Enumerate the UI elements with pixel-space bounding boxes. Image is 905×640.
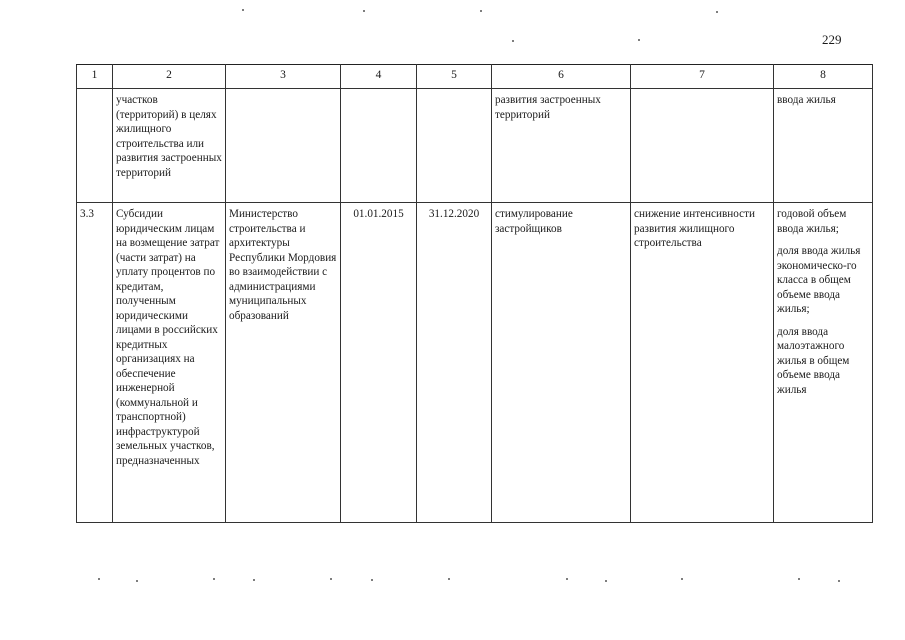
header-col-8: 8 bbox=[774, 65, 873, 89]
header-col-5: 5 bbox=[417, 65, 492, 89]
cell-consequence: снижение интенсивности развития жилищного строительства bbox=[631, 203, 774, 523]
program-table bbox=[76, 64, 873, 523]
header-col-1: 1 bbox=[77, 65, 113, 89]
cell-executor bbox=[226, 89, 341, 203]
cell-indicators: ввода жилья bbox=[774, 89, 873, 203]
cell-executor: Министерство строительства и архитектуры Республики Мордовия во взаимодействии с администрациями муниципальных образований bbox=[226, 203, 341, 523]
cell-end-date bbox=[417, 89, 492, 203]
indicator-item: годовой объем ввода жилья; bbox=[777, 208, 847, 235]
table-row-continued bbox=[77, 89, 873, 203]
header-col-7: 7 bbox=[631, 65, 774, 89]
cell-start-date: 01.01.2015 bbox=[341, 203, 417, 523]
cell-end-date: 31.12.2020 bbox=[417, 203, 492, 523]
indicator-item: доля ввода жилья экономическо-го класса в общем объеме ввода жилья; bbox=[777, 245, 861, 315]
header-col-4: 4 bbox=[341, 65, 417, 89]
header-col-2: 2 bbox=[113, 65, 226, 89]
table-row-3-3 bbox=[77, 203, 873, 523]
cell-start-date bbox=[341, 89, 417, 203]
cell-name: участков (территорий) в целях жилищного строительства или развития застроенных территорий bbox=[113, 89, 226, 203]
header-col-3: 3 bbox=[226, 65, 341, 89]
table-header-row bbox=[77, 65, 873, 89]
header-col-6: 6 bbox=[492, 65, 631, 89]
cell-consequence bbox=[631, 89, 774, 203]
cell-name: Субсидии юридическим лицам на возмещение затрат (части затрат) на уплату процентов по кредитам, полученным юридическими лицами в российских кредитных организациях на обеспечение инженерной (коммунальной и транспортной) инфраструктурой земельных участков, предназначенных bbox=[113, 203, 226, 523]
indicator-item: доля ввода малоэтажного жилья в общем объеме ввода жилья bbox=[777, 325, 850, 396]
cell-indicators bbox=[774, 203, 873, 523]
cell-result: стимулирование застройщиков bbox=[492, 203, 631, 523]
cell-number bbox=[77, 89, 113, 203]
page-number: 229 bbox=[822, 32, 842, 47]
cell-number: 3.3 bbox=[77, 203, 113, 523]
cell-result: развития застроенных территорий bbox=[492, 89, 631, 203]
